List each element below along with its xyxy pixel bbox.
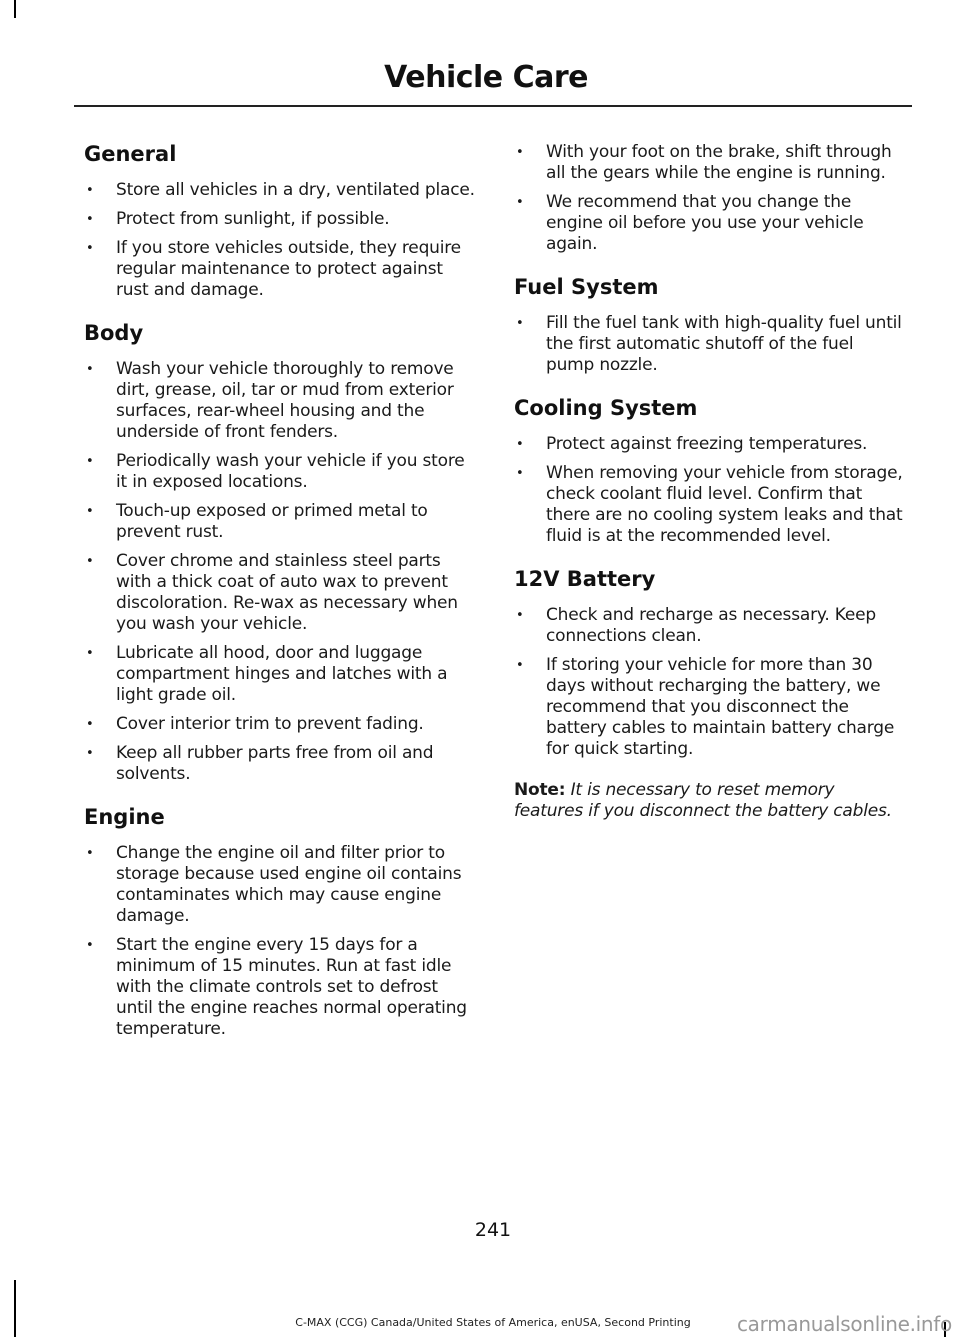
bullet-icon: • (516, 437, 524, 452)
list-item-text: Periodically wash your vehicle if you store it in exposed locations. (116, 451, 465, 492)
list-item (84, 843, 476, 927)
page-number: 241 (474, 1219, 512, 1241)
list-item (84, 359, 476, 443)
page-title: Vehicle Care (384, 60, 588, 95)
list-item (84, 451, 476, 493)
bullet-icon: • (86, 212, 94, 227)
list-item (84, 501, 476, 543)
bullet-icon: • (86, 846, 94, 861)
section-heading: Engine (84, 805, 165, 829)
list-item (514, 313, 906, 376)
list-item-text: Fill the fuel tank with high-quality fuel until the first automatic shutoff of the fuel pump nozzle. (546, 313, 902, 375)
bullet-icon: • (86, 183, 94, 198)
section (514, 142, 906, 255)
bullet-icon: • (516, 466, 524, 481)
bullet-icon: • (516, 658, 524, 673)
list-item-text: Lubricate all hood, door and luggage compartment hinges and latches with a light grade oil. (116, 643, 448, 705)
header-divider (74, 105, 912, 107)
list-item-text: Change the engine oil and filter prior to storage because used engine oil contains contaminates which may cause engine damage. (116, 843, 462, 926)
list-item-text: We recommend that you change the engine oil before you use your vehicle again. (546, 192, 864, 254)
bullet-icon: • (516, 145, 524, 160)
bullet-icon: • (86, 554, 94, 569)
section (514, 396, 906, 547)
list-item (84, 180, 476, 201)
section-heading: Body (84, 321, 144, 345)
bullet-list (514, 434, 906, 547)
list-item (84, 714, 476, 735)
section (84, 142, 476, 301)
bullet-icon: • (516, 195, 524, 210)
list-item (514, 192, 906, 255)
bullet-icon: • (86, 362, 94, 377)
list-item (514, 142, 906, 184)
list-item-text: Store all vehicles in a dry, ventilated place. (116, 180, 475, 200)
bullet-list (84, 843, 476, 1040)
section-heading: Cooling System (514, 396, 698, 420)
section (514, 275, 906, 376)
note-body: It is necessary to reset memory features if you disconnect the battery cables. (514, 780, 892, 821)
section-heading: 12V Battery (514, 567, 656, 591)
list-item (84, 209, 476, 230)
list-item-text: Check and recharge as necessary. Keep connections clean. (546, 605, 876, 646)
right-column (514, 142, 906, 822)
list-item-text: Protect from sunlight, if possible. (116, 209, 390, 229)
list-item-text: Cover chrome and stainless steel parts with a thick coat of auto wax to prevent discoloration. Re-wax as necessary when you wash your vehicle. (116, 551, 458, 634)
list-item (514, 605, 906, 647)
bullet-list (84, 180, 476, 301)
note-label: Note: (514, 780, 566, 800)
section (84, 805, 476, 1040)
section (84, 321, 476, 785)
list-item-text: Start the engine every 15 days for a minimum of 15 minutes. Run at fast idle with the climate controls set to defrost until the engine reaches normal operating temperature. (116, 935, 467, 1039)
bullet-icon: • (86, 454, 94, 469)
note-paragraph (514, 780, 906, 822)
list-item-text: Keep all rubber parts free from oil and solvents. (116, 743, 434, 784)
right-sections (514, 142, 906, 760)
list-item-text: Wash your vehicle thoroughly to remove dirt, grease, oil, tar or mud from exterior surfaces, rear-wheel housing and the underside of front fenders. (116, 359, 454, 442)
list-item-text: Cover interior trim to prevent fading. (116, 714, 424, 734)
bullet-list (84, 359, 476, 785)
section-heading: Fuel System (514, 275, 659, 299)
list-item (514, 434, 906, 455)
bullet-icon: • (516, 316, 524, 331)
list-item-text: Touch-up exposed or primed metal to prevent rust. (116, 501, 428, 542)
list-item (84, 743, 476, 785)
list-item-text: If storing your vehicle for more than 30 days without recharging the battery, we recommend that you disconnect the battery cables to maintain battery charge for quick starting. (546, 655, 895, 759)
bullet-icon: • (86, 938, 94, 953)
bullet-list (514, 605, 906, 760)
list-item-text: With your foot on the brake, shift through all the gears while the engine is running. (546, 142, 892, 183)
left-column (84, 142, 476, 1060)
list-item (84, 935, 476, 1040)
section (514, 567, 906, 760)
bullet-icon: • (86, 717, 94, 732)
bullet-icon: • (86, 241, 94, 256)
list-item (514, 655, 906, 760)
section-heading: General (84, 142, 177, 166)
bullet-icon: • (86, 646, 94, 661)
bullet-list (514, 142, 906, 255)
bullet-icon: • (86, 504, 94, 519)
watermark: carmanualsonline.info (736, 1312, 952, 1336)
bullet-list (514, 313, 906, 376)
list-item (84, 238, 476, 301)
list-item (514, 463, 906, 547)
list-item-text: When removing your vehicle from storage, check coolant fluid level. Confirm that there are no cooling system leaks and that fluid is at the recommended level. (546, 463, 903, 546)
list-item (84, 551, 476, 635)
bullet-icon: • (86, 746, 94, 761)
crop-mark-top-left (14, 0, 16, 18)
list-item-text: If you store vehicles outside, they require regular maintenance to protect against rust and damage. (116, 238, 461, 300)
bullet-icon: • (516, 608, 524, 623)
footer-text: C-MAX (CCG) Canada/United States of America, enUSA, Second Printing (295, 1316, 691, 1329)
list-item (84, 643, 476, 706)
list-item-text: Protect against freezing temperatures. (546, 434, 868, 454)
